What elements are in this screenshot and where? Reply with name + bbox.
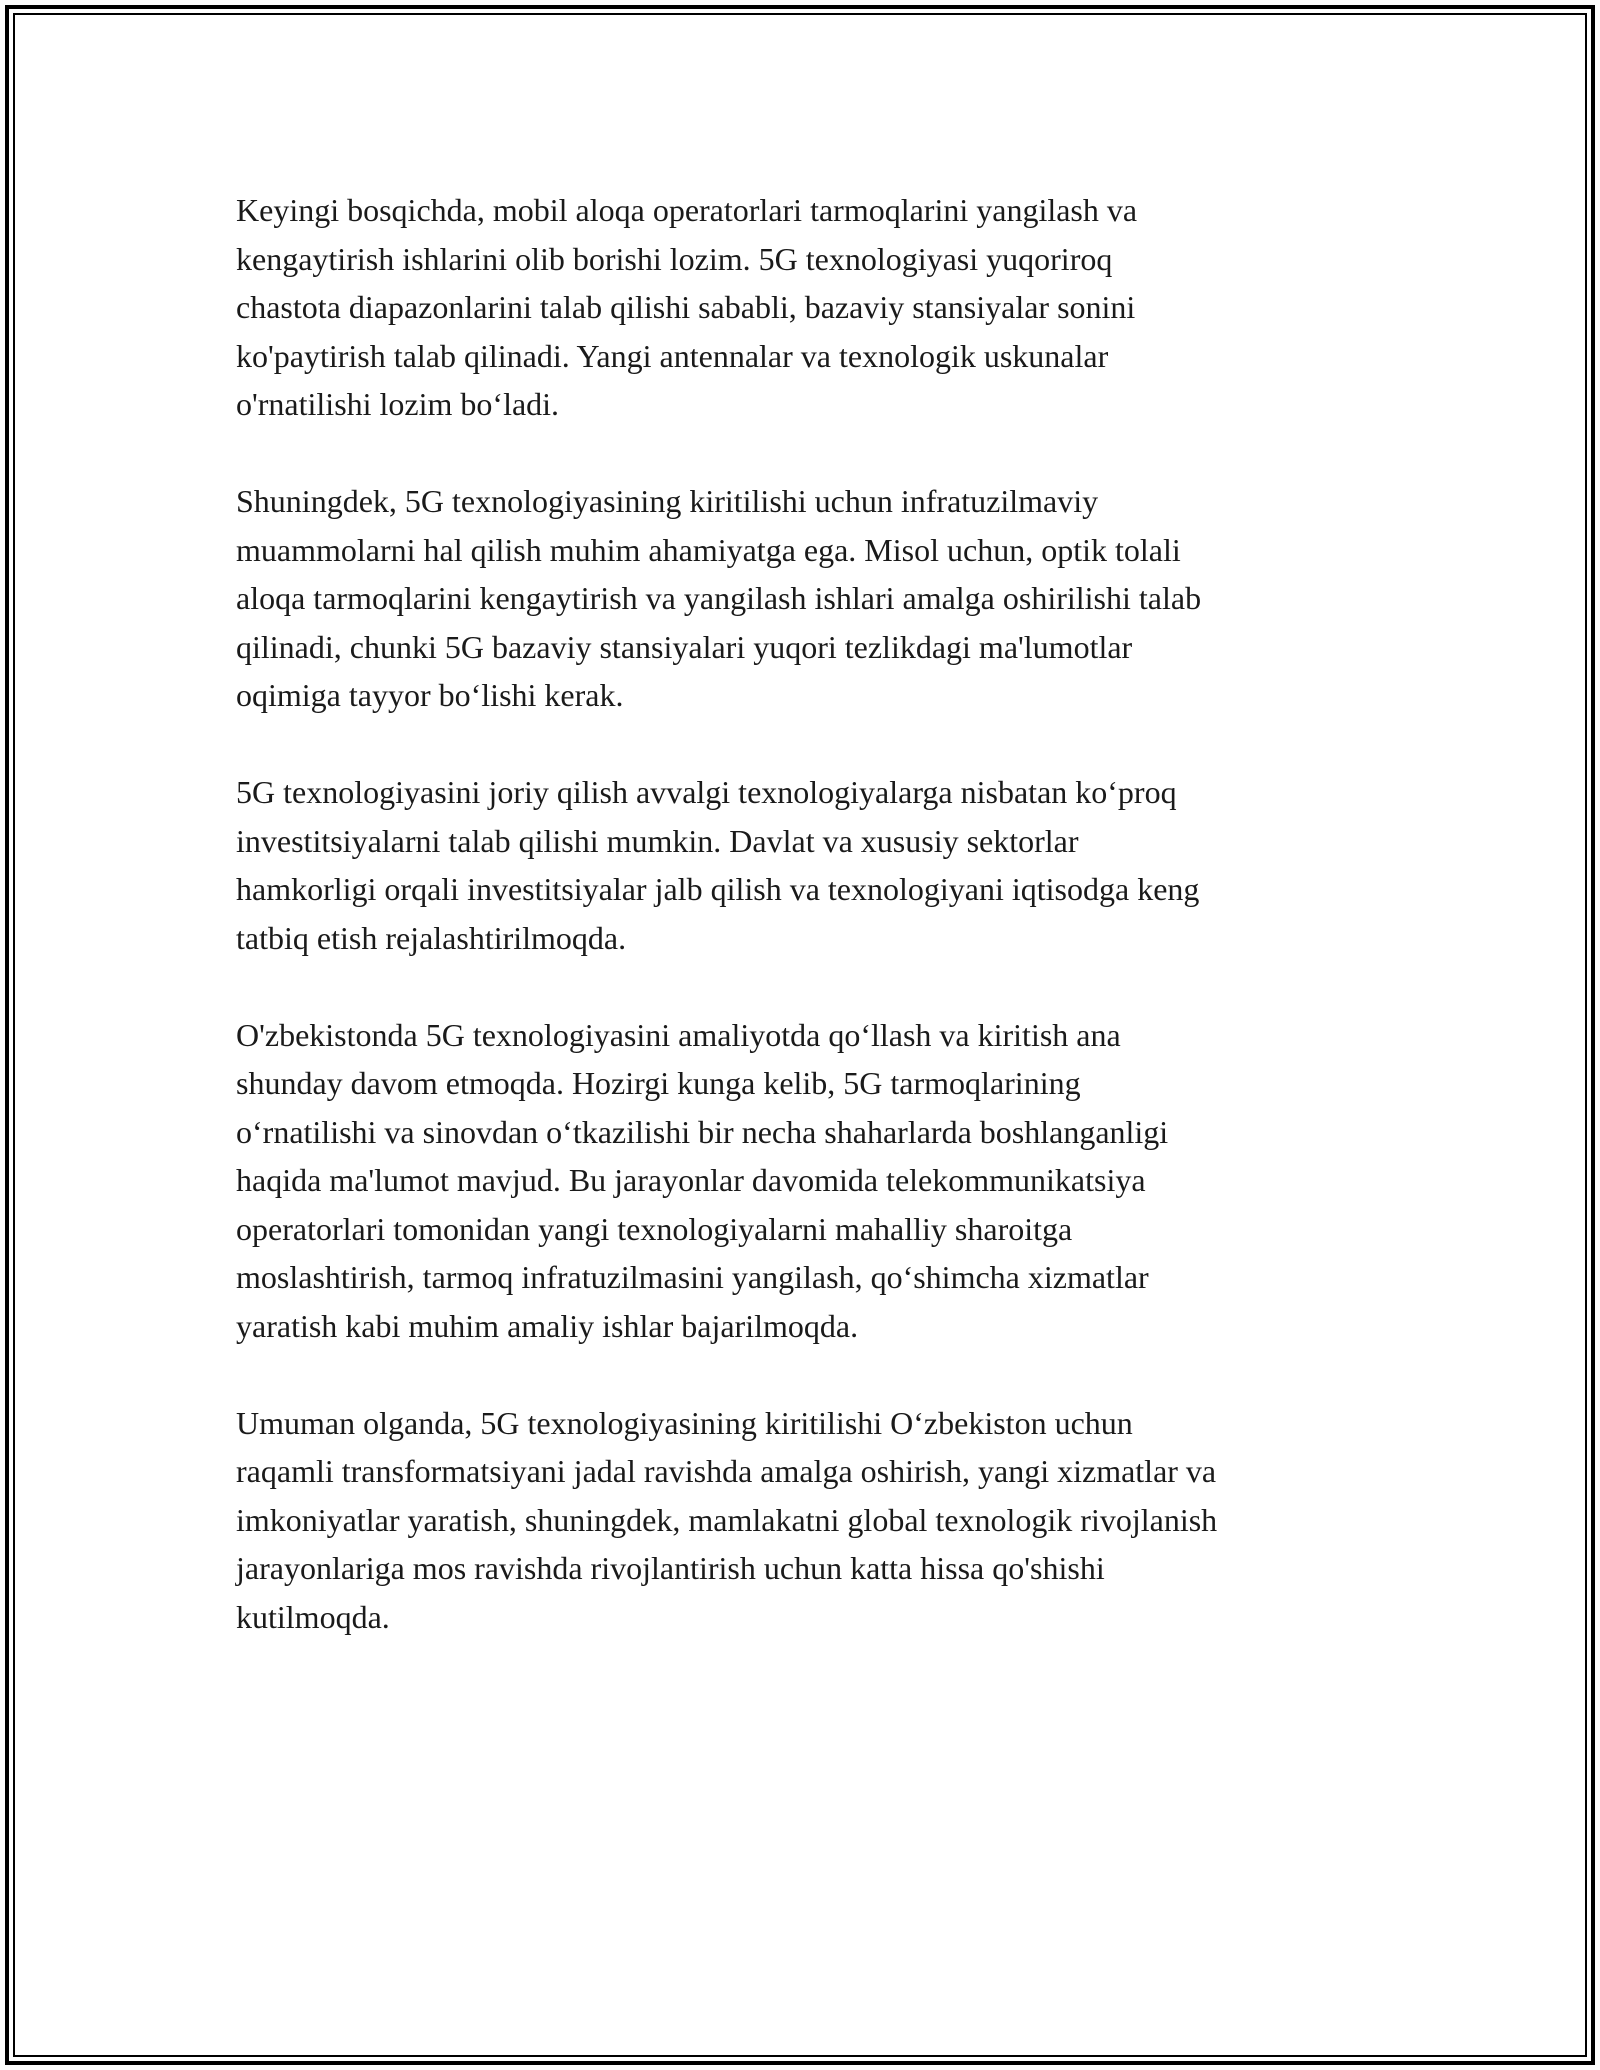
paragraph-2: Shuningdek, 5G texnologiyasining kiritilishi uchun infratuzilmaviy muammolarni hal qilish muhim ahamiyatga ega. Misol uchun, optik tolali aloqa tarmoqlarini kengaytirish va yangilash ishlari amalga oshirilishi talab qilinadi, chunki 5G bazaviy stansiyalari yuqori tezlikdagi ma'lumotlar oqimiga tayyor bo‘lishi kerak. [236, 483, 1202, 713]
paragraph-5: Umuman olganda, 5G texnologiyasining kiritilishi O‘zbekiston uchun raqamli transformatsiyani jadal ravishda amalga oshirish, yangi xizmatlar va imkoniyatlar yaratish, shuningdek, mamlakatni global texnologik rivojlanish jarayonlariga mos ravishda rivojlantirish uchun katta hissa qo'shishi kutilmoqda. [236, 1404, 1218, 1635]
paragraph-1: Keyingi bosqichda, mobil aloqa operatorlari tarmoqlarini yangilash va kengaytirish ishlarini olib borishi lozim. 5G texnologiyasi yuqoriroq chastota diapazonlarini talab qilishi sababli, bazaviy stansiyalar sonini ko'paytirish talab qilinadi. Yangi antennalar va texnologik uskunalar o'rnatilishi lozim bo‘ladi. [236, 192, 1138, 422]
paragraph-4: O'zbekistonda 5G texnologiyasini amaliyotda qo‘llash va kiritish ana shunday davom etmoqda. Hozirgi kunga kelib, 5G tarmoqlarining o‘rnatilishi va sinovdan o‘tkazilishi bir necha shaharlarda boshlanganligi haqida ma'lumot mavjud. Bu jarayonlar davomida telekommunikatsiya operatorlari tomonidan yangi texnologiyalarni mahalliy sharoitga moslashtirish, tarmoq infratuzilmasini yangilash, qo‘shimcha xizmatlar yaratish kabi muhim amaliy ishlar bajarilmoqda. [236, 1016, 1169, 1344]
paragraph-3: 5G texnologiyasini joriy qilish avvalgi texnologiyalarga nisbatan ko‘proq investitsiyalarni talab qilishi mumkin. Davlat va xususiy sektorlar hamkorligi orqali investitsiyalar jalb qilish va texnologiyani iqtisodga keng tatbiq etish rejalashtirilmoqda. [236, 774, 1200, 956]
document-body [236, 186, 1376, 1690]
